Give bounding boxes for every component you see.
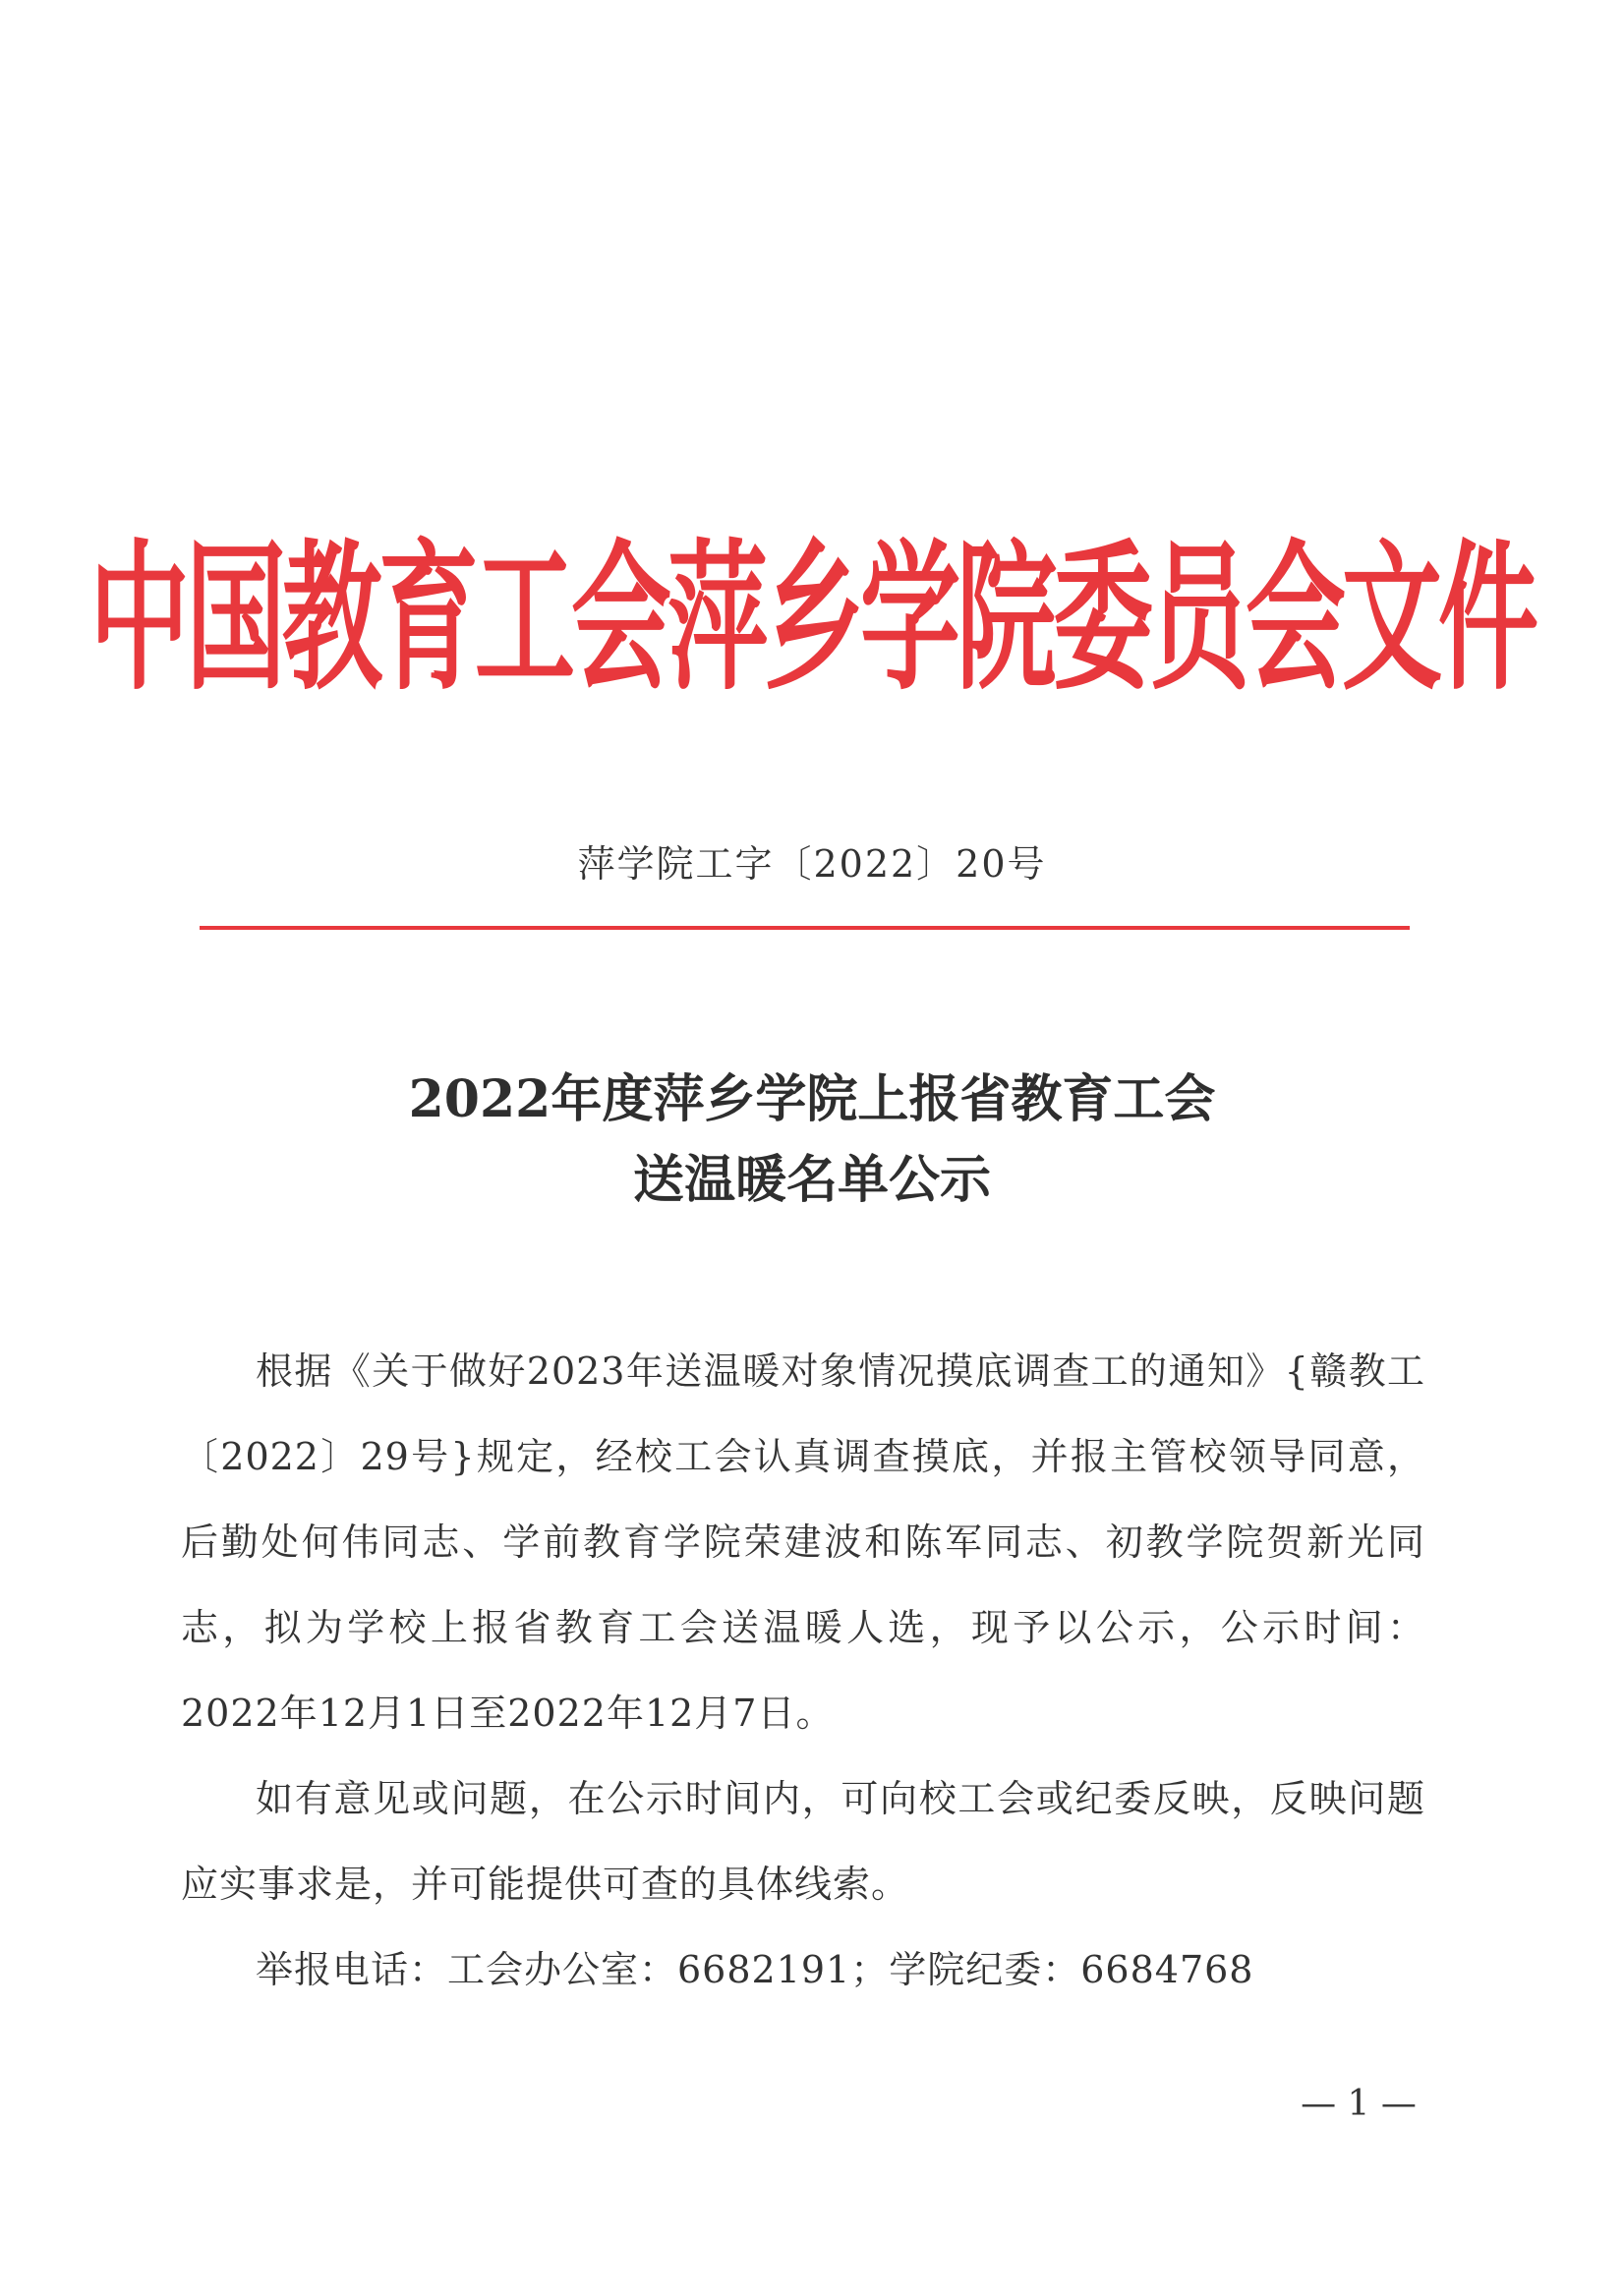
document-number: 萍学院工字〔2022〕20号 [577,842,1047,886]
notice-title-line-2: 送温暖名单公示 [632,1150,991,1210]
header-divider [200,926,1410,930]
notice-title [0,1060,1624,1221]
body-paragraph-3: 举报电话：工会办公室：6682191；学院纪委：6684768 [256,1948,1254,1991]
notice-body [181,1329,1425,2013]
document-header-title: 中国教育工会萍乡学院委员会文件 [89,526,1535,714]
body-paragraph-1: 根据《关于做好2023年送温暖对象情况摸底调查工的通知》{赣教工〔2022〕29号}规定，经校工会认真调查摸底，并报主管校领导同意，后勤处何伟同志、学前教育学院荣建波和陈军同志、初教学院贺新光同志，拟为学校上报省教育工会送温暖人选，现予以公示，公示时间：2022年12月1日至2022年12月7日。 [181,1349,1425,1735]
page-number: — 1 — [1301,2084,1417,2124]
notice-title-line-1: 2022年度萍乡学院上报省教育工会 [408,1069,1216,1129]
body-paragraph-2: 如有意见或问题，在公示时间内，可向校工会或纪委反映，反映问题应实事求是，并可能提供可查的具体线索。 [181,1777,1425,1906]
